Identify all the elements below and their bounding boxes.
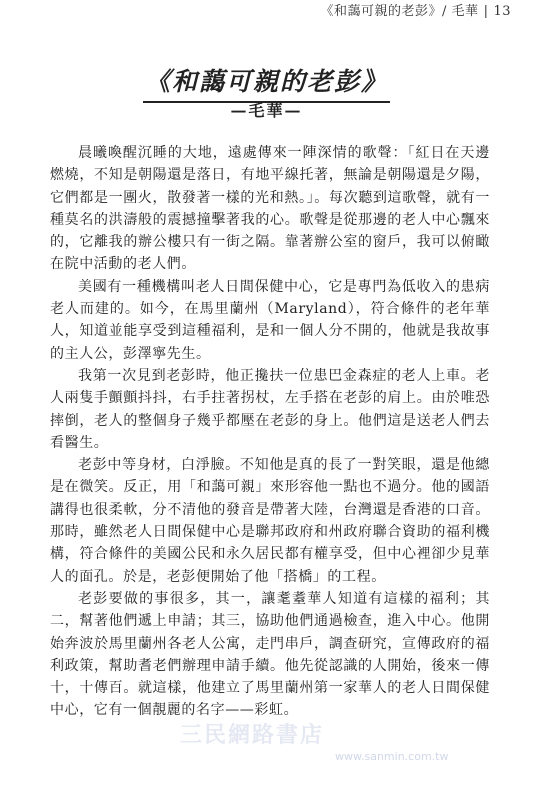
running-head-separator: |: [483, 4, 489, 19]
paragraph: 老彭中等身材，白淨臉。不知他是真的長了一對笑眼，還是他總是在微笑。反正，用「和藹可親」來形容他一點也不過分。他的國語講得也很柔軟，分不清他的發音是帶著大陸，台灣還是香港的口音。那時，雖然老人日間保健中心是聯邦政府和州政府聯合資助的福利機構，符合條件的美國公民和永久居民都有權享受，但中心裡卻少見華人的面孔。於是，老彭便開始了他「搭橋」的工程。: [50, 457, 490, 585]
running-head-title: 《和藹可親的老彭》/ 毛華: [320, 4, 479, 19]
paragraph: 老彭要做的事很多，其一，讓耄耋華人知道有這樣的福利；其二，幫著他們遞上申請；其三，協助他們通過檢查，進入中心。他開始奔波於馬里蘭州各老人公寓，走門串戶，調查研究，宣傳政府的福利政策，幫助耆老們辦理申請手續。他先從認識的人開始，後來一傳十，十傳百。就這樣，他建立了馬里蘭州第一家華人的老人日間保健中心，它有一個靚麗的名字——彩虹。: [50, 590, 490, 719]
paragraph: 美國有一種機構叫老人日間保健中心，它是專門為低收入的患病老人而建的。如今，在馬里蘭州（Maryland），符合條件的老年華人，知道並能享受到這種福利，是和一個人分不開的，他就是我故事的主人公，彭澤寧先生。: [50, 278, 490, 362]
author-byline: —毛華—: [230, 101, 303, 120]
page-number: 13: [493, 4, 511, 19]
article-title: 《和藹可親的老彭》: [143, 62, 390, 103]
paragraph: 晨曦喚醒沉睡的大地，遠處傳來一陣深情的歌聲：「紅日在天邊燃燒，不知是朝陽還是落日，有地平線托著，無論是朝陽還是夕陽，它們都是一團火，散發著一樣的光和熱。」。每次聽到這歌聲，就有一種莫名的洪濤般的震撼撞擊著我的心。歌聲是從那邊的老人中心飄來的，它離我的辦公樓只有一街之隔。靠著辦公室的窗戶，我可以俯瞰在院中活動的老人們。: [50, 145, 490, 273]
paragraph: 我第一次見到老彭時，他正攙扶一位患巴金森症的老人上車。老人兩隻手顫顫抖抖，右手拄著拐杖，左手搭在老彭的肩上。由於唯恐摔倒，老人的整個身子幾乎都壓在老彭的身上。他們這是送老人們去看醫生。: [50, 367, 490, 451]
watermark: 三民網路書店: [180, 723, 325, 748]
watermark-url: www.sanmin.com.tw: [335, 750, 449, 763]
article-body: [50, 142, 490, 722]
running-head: [321, 0, 511, 19]
title-block: [0, 62, 533, 103]
